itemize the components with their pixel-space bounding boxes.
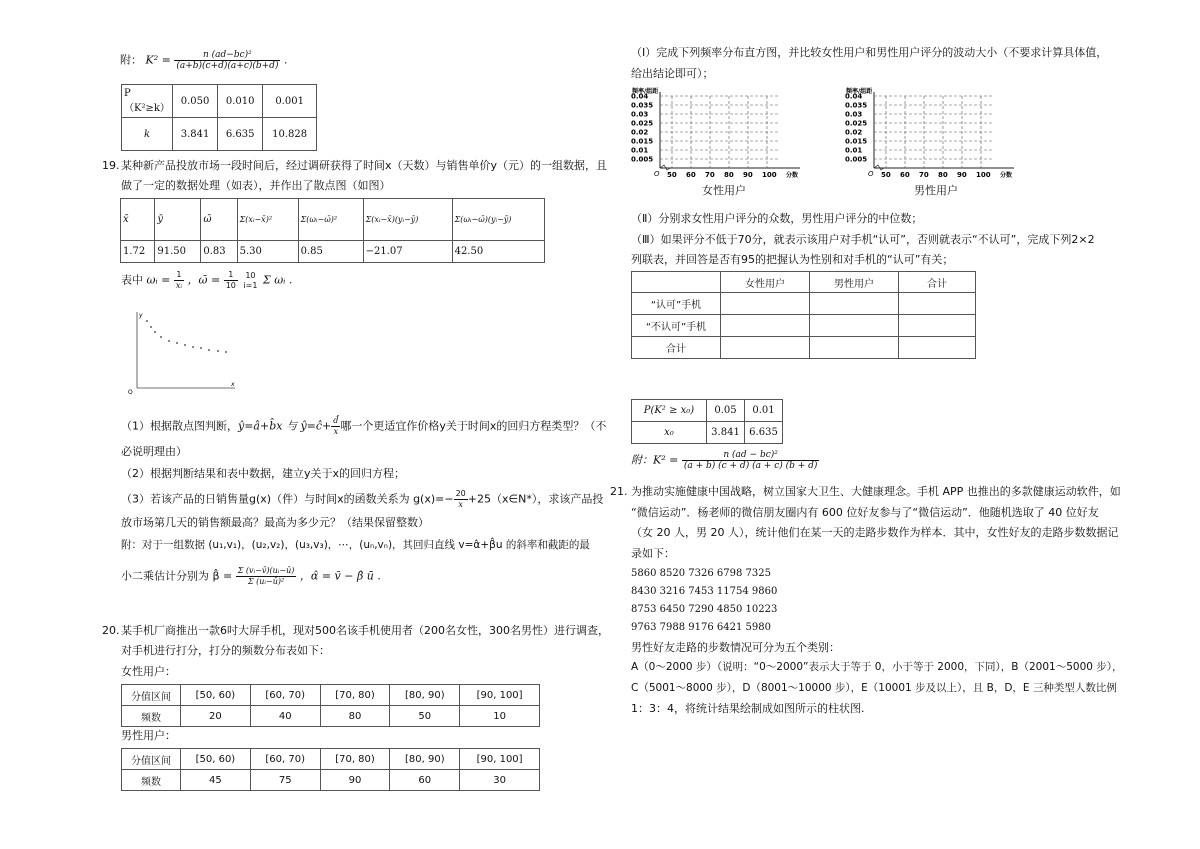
freq-cell: 80 [320, 706, 390, 727]
hist-x-tick: 90 [957, 171, 967, 179]
ctable-cell[interactable] [721, 293, 810, 315]
frac-den: x [458, 500, 463, 509]
freq-row-label: 频数 [122, 770, 181, 791]
hist-y-tick: 0.03 [845, 110, 863, 119]
x0-header: x₀ [632, 422, 707, 444]
note-sum-limits [241, 271, 259, 291]
note-omega: ωᵢ = [146, 273, 171, 287]
hist-y-tick: 0.005 [631, 155, 654, 164]
p2-cell: 0.01 [745, 400, 783, 422]
freq-cell: 45 [181, 770, 251, 791]
q19-header: ω̄ [201, 199, 237, 241]
frac-num: 1 [174, 270, 184, 281]
q21-male1: 男性好友走路的步数情况可分为五个类别： [631, 641, 840, 654]
male-users-label: 男性用户： [121, 729, 176, 742]
scatter-point [217, 350, 219, 352]
scatter-origin: O [128, 389, 133, 395]
freq-header: [70, 80) [320, 685, 390, 706]
hist-x-tick: 100 [762, 171, 777, 179]
ctable-cell[interactable] [810, 337, 899, 359]
q21-male3: C（5001～8000 步），D（8001～10000 步），E（10001 步及以上），且 B，D，E 三种类型人数比例 [631, 682, 1117, 694]
q20-part1-line2: 给出结论即可）； [631, 67, 714, 80]
scatter-point [176, 342, 178, 344]
q20-line2: 对手机进行打分，打分的频数分布表如下： [121, 644, 330, 657]
q19-value: 1.72 [121, 241, 155, 263]
ctable-cell[interactable] [899, 337, 976, 359]
critical-value-table [121, 84, 317, 151]
step-data-row: 5860 8520 7326 6798 7325 [631, 568, 771, 579]
frac-num: Σ (vᵢ−v̄)(uᵢ−ū) [237, 566, 295, 575]
x0-cell: 6.635 [745, 422, 783, 444]
q19-part2: （2）根据判断结果和表中数据，建立y关于x的回归方程； [121, 467, 406, 480]
female-users-label: 女性用户： [121, 665, 176, 678]
ref-frac [236, 566, 297, 587]
hist-x-unit: 分数 [1000, 172, 1013, 179]
freq-cell: 30 [460, 770, 540, 791]
scatter-point [154, 331, 156, 333]
scatter-points [146, 320, 227, 353]
ctable-cell[interactable] [721, 337, 810, 359]
hist-y-tick: 0.04 [845, 92, 863, 101]
q19-header: ȳ [155, 199, 201, 241]
freq-cell: 50 [390, 706, 460, 727]
q19-header: Σ(ωᵢ−ω̄)² [298, 199, 363, 241]
scatter-point [208, 349, 210, 351]
scatter-plot [125, 310, 240, 395]
ctable-cell[interactable] [899, 293, 976, 315]
q19-data-table [120, 198, 545, 263]
k-cell: 6.635 [218, 118, 263, 151]
male-histogram [844, 86, 1044, 196]
step-data-row: 9763 7988 9176 6421 5980 [631, 622, 771, 633]
q19-reference-line1: 附：对于一组数据 (u₁,v₁)，(u₂,v₂)，(u₃,v₃)，⋯，(uₙ,vₙ)，其回归直线 v=α̂+β̂u 的斜率和截距的最 [121, 539, 590, 551]
hist-y-tick: 0.015 [845, 137, 868, 146]
ctable-row-label: 合计 [632, 337, 721, 359]
contingency-table [631, 271, 976, 359]
x0-cell: 3.841 [707, 422, 745, 444]
ctable-cell[interactable] [810, 293, 899, 315]
critical-value-table-2 [631, 399, 783, 444]
freq-header: [50, 60) [181, 749, 251, 770]
part1-e: 哪一个更适宜作价格y关于时间x的回归方程类型？（不 [340, 419, 607, 433]
note-prefix: 表中 [121, 273, 143, 287]
freq-cell: 10 [460, 706, 540, 727]
sum-bottom: i=1 [243, 280, 258, 290]
hist-x-tick: 100 [976, 171, 991, 179]
frac-num: n (ad − bc)² [682, 450, 820, 461]
p-header: P（K²≥k） [122, 85, 173, 118]
q20-part2: （Ⅱ）分别求女性用户评分的众数，男性用户评分的中位数； [631, 212, 923, 225]
q19-header: Σ(xᵢ−x̄)(yᵢ−ȳ) [363, 199, 452, 241]
hist-y-tick: 0.015 [631, 137, 654, 146]
frac-den: xᵢ [175, 281, 183, 290]
k2-prefix: 附： [120, 53, 142, 67]
hist-x-tick: 80 [938, 171, 948, 179]
ctable-header: 女性用户 [721, 272, 810, 293]
ctable-cell[interactable] [721, 315, 810, 337]
ref-a: 小二乘估计分别为 β̂ = [121, 569, 233, 583]
hist-x-tick: 90 [743, 171, 753, 179]
p-cell: 0.010 [218, 85, 263, 118]
note-mid: ，ω̄ = [187, 273, 221, 287]
q20-part3-line2: 列联表，并回答是否有95的把握认为性别和对手机的“认可”有关； [631, 253, 954, 266]
q19-line1: 某种新产品投放市场一段时间后，经过调研获得了时间x（天数）与销售单价y（元）的一组数据，且 [121, 159, 608, 172]
ctable-cell[interactable] [810, 315, 899, 337]
freq-header: [70, 80) [320, 749, 390, 770]
q19-header: x̄ [121, 199, 155, 241]
q19-line2: 做了一定的数据处理（如表），并作出了散点图（如图） [121, 179, 391, 192]
q21-line3: （女 20 人，男 20 人），统计他们在某一天的走路步数作为样本．其中，女性好友的走路步数数据记 [631, 526, 1119, 539]
hist-y-tick: 0.01 [631, 146, 649, 155]
hist-x-tick: 60 [686, 171, 696, 179]
p2-header: P(K² ≥ x₀) [632, 400, 707, 422]
ctable-row-label: “认可”手机 [632, 293, 721, 315]
q19-header: Σ(ωᵢ−ω̄)(yᵢ−ȳ) [452, 199, 544, 241]
freq-cell: 60 [390, 770, 460, 791]
hist-y-tick: 0.01 [845, 146, 863, 155]
note-bar-frac [224, 270, 238, 291]
frac-den: Σ (uᵢ−ū)² [247, 577, 285, 586]
hist-origin: O [868, 170, 874, 178]
k2-fraction [174, 50, 280, 71]
frac-den: x [333, 427, 339, 436]
scatter-point [225, 351, 227, 353]
female-histogram-caption: 女性用户 [702, 184, 746, 197]
hist-y-tick: 0.02 [845, 128, 863, 137]
ref-b: ，α̂ = v̄ − β̂ ū . [299, 569, 381, 583]
frac-num: 1 [224, 270, 238, 281]
q19-part3-cont: 放市场第几天的销售额最高？最高为多少元？（结果保留整数） [121, 516, 429, 529]
freq-header: [90, 100] [460, 749, 540, 770]
hist-y-tick: 0.035 [631, 101, 654, 110]
k2-fraction-2 [682, 450, 820, 471]
freq-cell: 40 [250, 706, 320, 727]
ctable-header: 男性用户 [810, 272, 899, 293]
step-data-row: 8430 3216 7453 11754 9860 [631, 586, 778, 597]
freq-cell: 20 [181, 706, 251, 727]
hist-x-tick: 80 [724, 171, 734, 179]
scatter-point [168, 340, 170, 342]
scatter-point [184, 344, 186, 346]
note-omega-frac [174, 270, 184, 291]
k2-numerator: n (ad−bc)² [174, 50, 280, 61]
freq-header: [60, 70) [250, 685, 320, 706]
freq-header: 分值区间 [122, 749, 181, 770]
q21-male4: 1：3：4，将统计结果绘制成如图所示的柱状图. [631, 702, 865, 715]
q21-number: 21. [610, 485, 628, 498]
q19-value: 42.50 [452, 241, 544, 263]
q19-value: 0.85 [298, 241, 363, 263]
ctable-header [632, 272, 721, 293]
q21-male2: A（0～2000 步）（说明：“0～2000”表示大于等于 0，小于等于 2000，下同），B（2001～5000 步）， [631, 661, 1123, 673]
frac-den: (a + b) (c + d) (a + c) (b + d) [683, 461, 818, 471]
k-header: k [122, 118, 173, 151]
part3-frac [454, 489, 468, 510]
q19-value: 0.83 [201, 241, 237, 263]
hist-y-tick: 0.03 [631, 110, 649, 119]
q19-part3 [121, 489, 603, 510]
hist-y-tick: 0.035 [845, 101, 868, 110]
k2-formula-2 [631, 450, 819, 471]
hist-origin: O [654, 170, 660, 178]
hist-y-label: 频率/组距 [632, 88, 659, 95]
freq-cell: 90 [320, 770, 390, 791]
p-cell: 0.001 [263, 85, 317, 118]
scatter-point [200, 347, 202, 349]
k-cell: 3.841 [173, 118, 218, 151]
ctable-cell[interactable] [899, 315, 976, 337]
k2-prefix-2: 附：K² = [631, 453, 679, 467]
p-cell: 0.050 [173, 85, 218, 118]
freq-header: [50, 60) [181, 685, 251, 706]
k2-denominator: (a+b)(c+d)(a+c)(b+d) [176, 61, 279, 71]
scatter-y-label: y [139, 312, 143, 319]
q19-part1-cont: 必说明理由） [121, 445, 187, 458]
hist-y-label: 频率/组距 [846, 88, 873, 95]
q19-part1 [121, 416, 606, 437]
sum-top: 10 [245, 270, 256, 280]
ctable-row-label: “不认可”手机 [632, 315, 721, 337]
freq-header: 分值区间 [122, 685, 181, 706]
q20-number: 20. [102, 624, 120, 637]
scatter-point [150, 326, 152, 328]
hist-x-tick: 50 [881, 171, 891, 179]
hist-x-tick: 70 [705, 171, 715, 179]
part1-a: （1）根据散点图判断， [121, 419, 238, 433]
hist-y-tick: 0.02 [631, 128, 649, 137]
scatter-point [146, 320, 148, 322]
ctable-header: 合计 [899, 272, 976, 293]
frac-num: d̂ [333, 416, 339, 425]
step-data-row: 8753 6450 7290 4850 10223 [631, 604, 778, 615]
note-sum: Σ ωᵢ . [262, 273, 293, 287]
female-frequency-table [121, 684, 540, 727]
hist-x-tick: 60 [900, 171, 910, 179]
q19-table-note [121, 270, 292, 291]
scatter-point [192, 346, 194, 348]
q19-reference-line2 [121, 566, 381, 587]
q21-line4: 录如下： [631, 547, 675, 560]
hist-x-tick: 70 [919, 171, 929, 179]
hist-x-tick: 50 [667, 171, 677, 179]
q19-value: 91.50 [155, 241, 201, 263]
part1-b: ŷ=â+b̂x 与 ŷ=ĉ+ [238, 419, 332, 433]
k2-lhs: K² = [145, 53, 171, 67]
freq-row-label: 频数 [122, 706, 181, 727]
male-frequency-table [121, 748, 540, 791]
freq-header: [60, 70) [250, 749, 320, 770]
male-histogram-caption: 男性用户 [914, 184, 958, 197]
freq-header: [80, 90) [390, 685, 460, 706]
frac-num: 20 [455, 489, 466, 498]
scatter-x-label: x [231, 381, 235, 388]
q20-part3-line1: （Ⅲ）如果评分不低于70分，就表示该用户对手机“认可”，否则就表示“不认可”，完成下列2×2 [631, 233, 1095, 246]
part3-a: （3）若该产品的日销售量g(x)（件）与时间x的函数关系为 g(x)=− [121, 492, 454, 506]
frac-den: 10 [225, 281, 236, 290]
k2-period: . [283, 53, 288, 67]
q21-line2: “微信运动”．杨老师的微信朋友圈内有 600 位好友参与了“微信运动”．他随机选取了 40 位好友 [631, 506, 1099, 519]
q19-value: −21.07 [363, 241, 452, 263]
k-cell: 10.828 [263, 118, 317, 151]
hist-y-tick: 0.025 [631, 119, 654, 128]
part3-b: +25（x∈N*），求该产品投 [467, 492, 604, 506]
female-histogram [630, 86, 830, 196]
hist-x-unit: 分数 [786, 172, 799, 179]
q20-part1-line1: （Ⅰ）完成下列频率分布直方图，并比较女性用户和男性用户评分的波动大小（不要求计算具体值， [631, 46, 1108, 59]
q20-line1: 某手机厂商推出一款6吋大屏手机，现对500名该手机使用者（200名女性，300名男性）进行调查， [121, 624, 609, 637]
q19-number: 19. [102, 159, 120, 172]
p2-cell: 0.05 [707, 400, 745, 422]
q21-line1: 为推动实施健康中国战略，树立国家大卫生、大健康理念。手机 APP 也推出的多款健康运动软件，如 [631, 485, 1121, 498]
freq-cell: 75 [250, 770, 320, 791]
hist-y-tick: 0.025 [845, 119, 868, 128]
hist-y-tick: 0.04 [631, 92, 649, 101]
freq-header: [80, 90) [390, 749, 460, 770]
q19-value: 5.30 [237, 241, 298, 263]
k2-formula [120, 50, 287, 71]
hist-y-tick: 0.005 [845, 155, 868, 164]
scatter-point [160, 336, 162, 338]
freq-header: [90, 100] [460, 685, 540, 706]
q19-header: Σ(xᵢ−x̄)² [237, 199, 298, 241]
